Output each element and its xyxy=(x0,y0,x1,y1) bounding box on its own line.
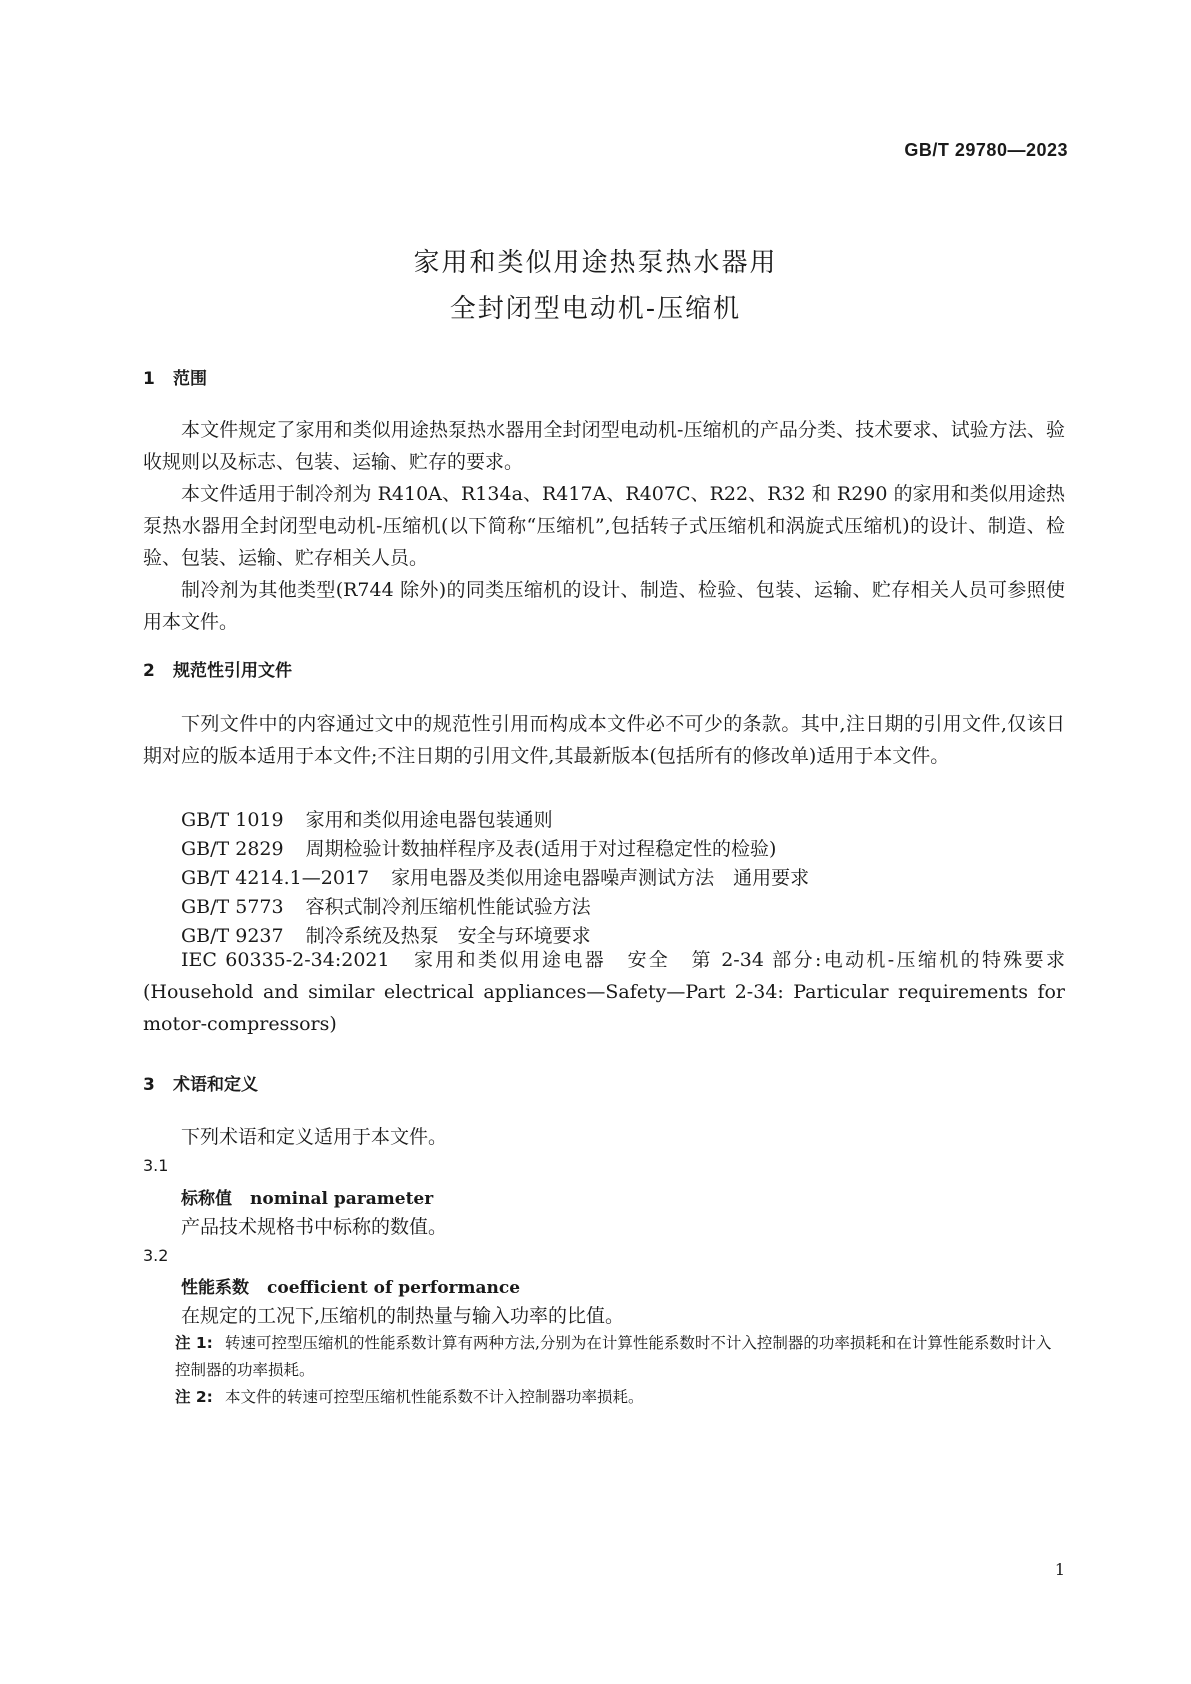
reference-code: GB/T 5773 xyxy=(181,896,284,918)
term-heading xyxy=(181,1273,520,1298)
reference-item xyxy=(181,892,591,919)
section-1-heading xyxy=(143,364,1065,389)
term-number: 3.1 xyxy=(143,1156,169,1175)
reference-title: 家用和类似用途电器包装通则 xyxy=(305,809,553,831)
term-number: 3.2 xyxy=(143,1246,169,1265)
title-line-2: 全封闭型电动机-压缩机 xyxy=(449,294,742,324)
note-label: 注 1: xyxy=(175,1334,213,1352)
note-text: 本文件的转速可控型压缩机性能系数不计入控制器功率损耗。 xyxy=(225,1388,644,1406)
standard-number: GB/T 29780—2023 xyxy=(904,140,1068,160)
iec-reference xyxy=(143,944,1065,1040)
section-3-title: 术语和定义 xyxy=(173,1075,258,1095)
iec-reference-title: 家用和类似用途电器 安全 第 2-34 部分:电动机-压缩机的特殊要求(Household and similar electrical appliances—Safety—Part 2-34: Particular requirements for motor-compressors) xyxy=(143,949,1065,1035)
term-definition: 产品技术规格书中标称的数值。 xyxy=(181,1216,448,1238)
section-3-intro: 下列术语和定义适用于本文件。 xyxy=(181,1126,448,1148)
reference-code: GB/T 9237 xyxy=(181,925,284,947)
reference-code: GB/T 1019 xyxy=(181,809,284,831)
term-en: coefficient of performance xyxy=(267,1278,521,1298)
term-zh: 性能系数 xyxy=(181,1278,249,1298)
section-2-number: 2 xyxy=(143,661,155,681)
reference-code: GB/T 2829 xyxy=(181,838,284,860)
term-zh: 标称值 xyxy=(181,1189,232,1209)
note-label: 注 2: xyxy=(175,1388,213,1406)
section-1-body xyxy=(143,414,1065,638)
reference-title: 家用电器及类似用途电器噪声测试方法 通用要求 xyxy=(391,867,810,889)
reference-item xyxy=(181,805,553,832)
section-1-title: 范围 xyxy=(173,369,207,389)
term-en: nominal parameter xyxy=(250,1189,434,1209)
reference-title: 周期检验计数抽样程序及表(适用于对过程稳定性的检验) xyxy=(305,838,777,860)
iec-reference-code: IEC 60335-2-34:2021 xyxy=(181,949,390,971)
section-2-title: 规范性引用文件 xyxy=(173,661,292,681)
section-2-intro-block xyxy=(143,708,1065,772)
section-3-number: 3 xyxy=(143,1075,155,1095)
note-item xyxy=(175,1330,1065,1384)
reference-code: GB/T 4214.1—2017 xyxy=(181,867,370,889)
reference-item xyxy=(181,863,809,890)
note-text: 转速可控型压缩机的性能系数计算有两种方法,分别为在计算性能系数时不计入控制器的功率损耗和在计算性能系数时计入控制器的功率损耗。 xyxy=(175,1334,1052,1379)
section-2-heading xyxy=(143,656,1065,681)
document-title xyxy=(0,240,1191,332)
reference-title: 制冷系统及热泵 安全与环境要求 xyxy=(305,925,591,947)
section-1-number: 1 xyxy=(143,369,155,389)
note-item xyxy=(175,1384,1065,1411)
reference-item xyxy=(181,834,776,861)
page-number: 1 xyxy=(1054,1560,1065,1579)
section-3-heading xyxy=(143,1070,1065,1095)
term-heading xyxy=(181,1184,433,1209)
term-definition: 在规定的工况下,压缩机的制热量与输入功率的比值。 xyxy=(181,1305,625,1327)
section-1-paragraph-1: 本文件规定了家用和类似用途热泵热水器用全封闭型电动机-压缩机的产品分类、技术要求、试验方法、验收规则以及标志、包装、运输、贮存的要求。 xyxy=(143,419,1065,473)
section-1-paragraph-3: 制冷剂为其他类型(R744 除外)的同类压缩机的设计、制造、检验、包装、运输、贮存相关人员可参照使用本文件。 xyxy=(143,579,1065,633)
section-2-intro: 下列文件中的内容通过文中的规范性引用而构成本文件必不可少的条款。其中,注日期的引用文件,仅该日期对应的版本适用于本文件;不注日期的引用文件,其最新版本(包括所有的修改单)适用于本文件。 xyxy=(143,713,1065,767)
title-line-1: 家用和类似用途热泵热水器用 xyxy=(413,248,778,278)
reference-title: 容积式制冷剂压缩机性能试验方法 xyxy=(305,896,591,918)
section-1-paragraph-2: 本文件适用于制冷剂为 R410A、R134a、R417A、R407C、R22、R32 和 R290 的家用和类似用途热泵热水器用全封闭型电动机-压缩机(以下简称“压缩机”,包括转子式压缩机和涡旋式压缩机)的设计、制造、检验、包装、运输、贮存相关人员。 xyxy=(143,483,1065,569)
